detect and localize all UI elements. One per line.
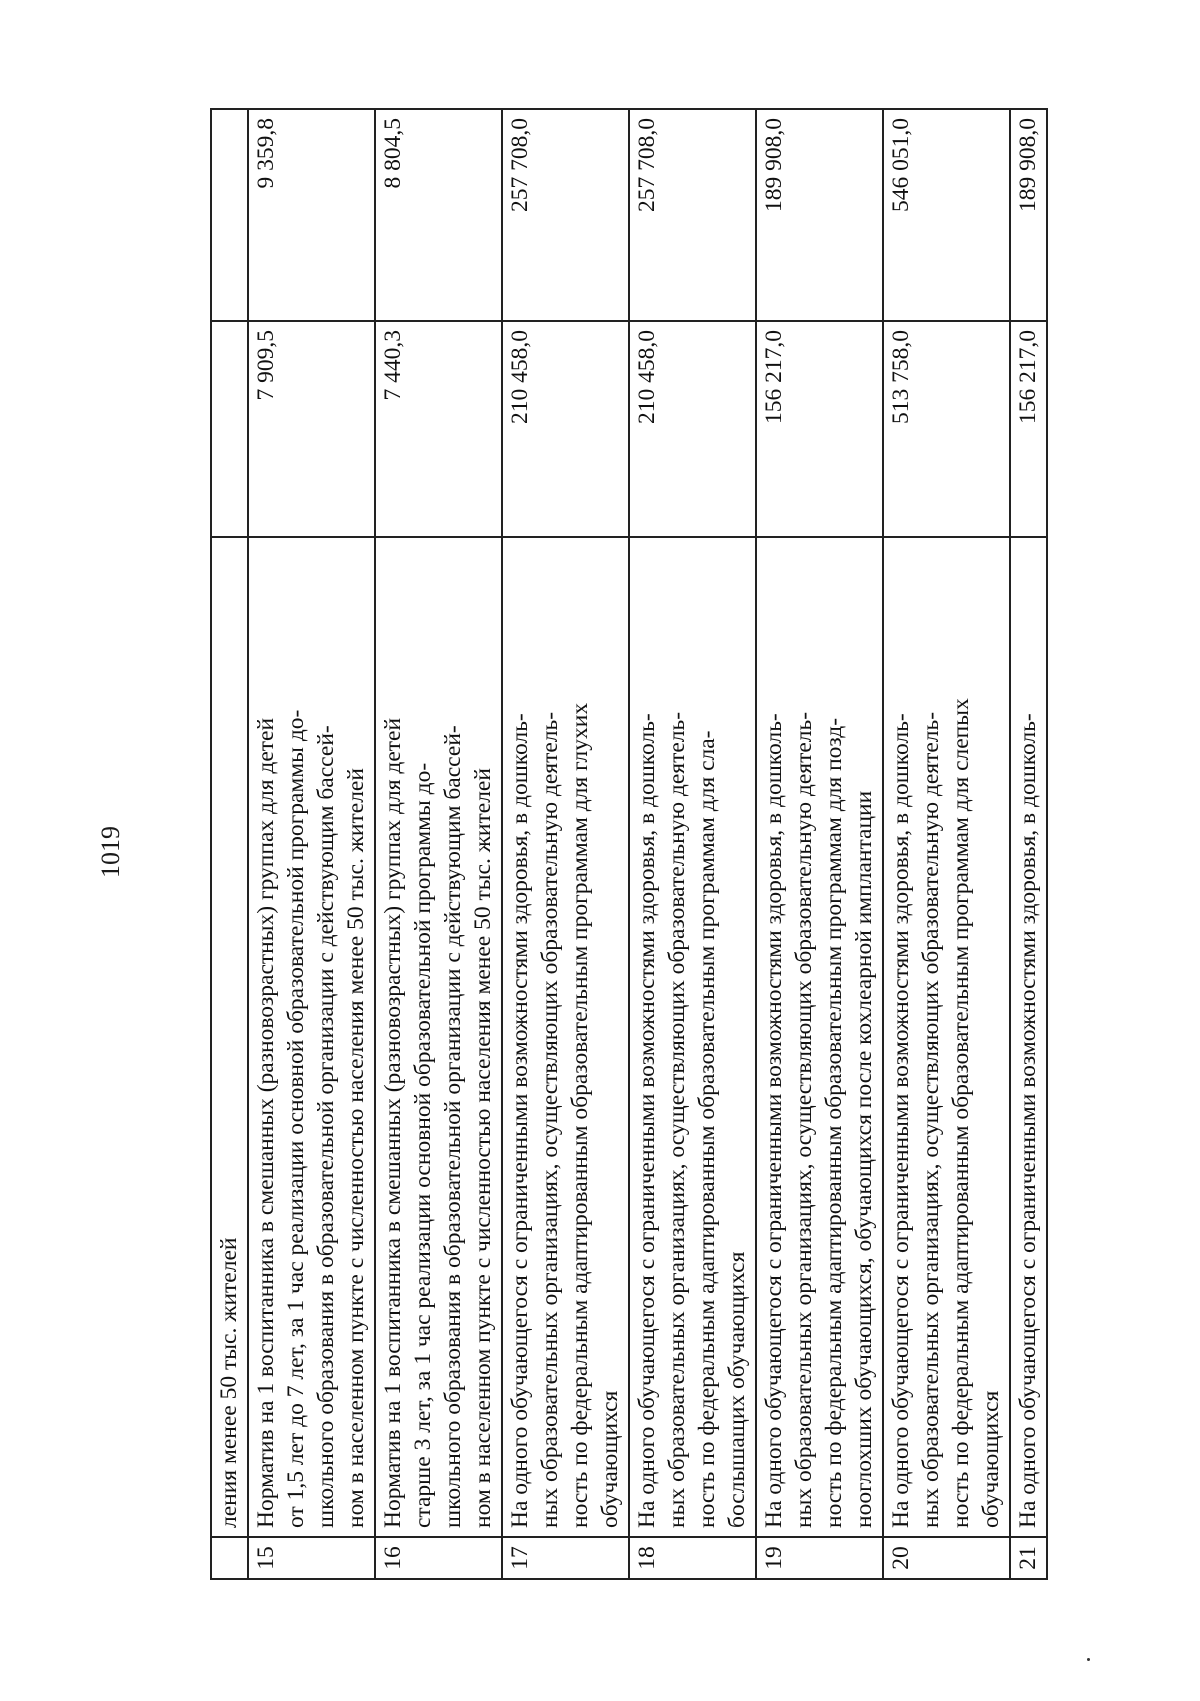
description-line: На одного обучающегося с ограниченными возможностями здоровья, в дошколь- xyxy=(1015,713,1041,1528)
row-description-cell xyxy=(756,537,883,1537)
row-number-cell: 15 xyxy=(248,1537,375,1579)
row-description-cell xyxy=(883,537,1010,1537)
row-value-2-cell: 8 804,5 xyxy=(375,109,502,321)
rotated-page-content xyxy=(210,110,1095,1580)
description-line: ных образовательных организациях, осуществляющих образовательную деятель- xyxy=(791,711,817,1528)
description-line: бослышащих обучающихся xyxy=(724,1251,750,1528)
row-value-1-cell: 156 217,0 xyxy=(756,321,883,537)
description-line: нооглохших обучающихся, обучающихся после кохлеарной имплантации xyxy=(851,790,877,1528)
row-description-cell xyxy=(248,537,375,1537)
description-line: старше 3 лет, за 1 час реализации основной образовательной программы до- xyxy=(410,762,436,1528)
description-line: На одного обучающегося с ограниченными возможностями здоровья, в дошколь- xyxy=(634,713,660,1528)
description-line: На одного обучающегося с ограниченными возможностями здоровья, в дошколь- xyxy=(888,713,914,1528)
row-description-cell xyxy=(375,537,502,1537)
row-number-cell: 20 xyxy=(883,1537,1010,1579)
row-number-cell: 17 xyxy=(502,1537,629,1579)
table-row xyxy=(629,109,756,1579)
row-value-1-cell: 210 458,0 xyxy=(502,321,629,537)
row-value-1-cell: 7 440,3 xyxy=(375,321,502,537)
row-value-2-cell xyxy=(211,109,248,321)
row-description-cell: ления менее 50 тыс. жителей xyxy=(211,537,248,1537)
row-number-cell xyxy=(211,1537,248,1579)
row-description-cell xyxy=(1010,537,1047,1537)
row-value-2-cell: 9 359,8 xyxy=(248,109,375,321)
table-row xyxy=(502,109,629,1579)
row-value-1-cell: 156 217,0 xyxy=(1010,321,1047,537)
row-description-cell xyxy=(502,537,629,1537)
description-line: ных образовательных организациях, осуществляющих образовательную деятель- xyxy=(664,711,690,1528)
description-line: ном в населенном пункте с численностью населения менее 50 тыс. жителей xyxy=(343,768,369,1528)
description-line: ном в населенном пункте с численностью населения менее 50 тыс. жителей xyxy=(470,768,496,1528)
description-line: школьного образования в образовательной организации с действующим бассей- xyxy=(440,725,466,1528)
row-value-2-cell: 189 908,0 xyxy=(1010,109,1047,321)
description-line: ных образовательных организациях, осуществляющих образовательную деятель- xyxy=(537,711,563,1528)
description-line: обучающихся xyxy=(978,1390,1004,1528)
table-row-continuation xyxy=(211,109,248,1579)
description-line: ность по федеральным адаптированным образовательным программам для глухих xyxy=(567,702,593,1528)
row-value-2-cell: 546 051,0 xyxy=(883,109,1010,321)
description-line: ных образовательных организациях, осуществляющих образовательную деятель- xyxy=(918,711,944,1528)
row-number-cell: 21 xyxy=(1010,1537,1047,1579)
row-description-cell xyxy=(629,537,756,1537)
row-value-2-cell: 257 708,0 xyxy=(502,109,629,321)
description-line: Норматив на 1 воспитанника в смешанных (разновозрастных) группах для детей xyxy=(380,717,406,1528)
description-line: школьного образования в образовательной организации с действующим бассей- xyxy=(313,725,339,1528)
table-row xyxy=(756,109,883,1579)
description-line: от 1,5 лет до 7 лет, за 1 час реализации основной образовательной программы до- xyxy=(283,709,309,1528)
description-line: ность по федеральным адаптированным образовательным программам для позд- xyxy=(821,717,847,1528)
normative-table xyxy=(210,108,1048,1580)
description-line: Норматив на 1 воспитанника в смешанных (разновозрастных) группах для детей xyxy=(253,717,279,1528)
row-value-1-cell xyxy=(211,321,248,537)
table-row xyxy=(883,109,1010,1579)
description-line: обучающихся xyxy=(597,1390,623,1528)
scan-speck xyxy=(1087,1658,1090,1661)
row-number-cell: 16 xyxy=(375,1537,502,1579)
table-row xyxy=(248,109,375,1579)
description-line: ность по федеральным адаптированным образовательным программам для сла- xyxy=(694,730,720,1528)
row-number-cell: 19 xyxy=(756,1537,883,1579)
table-row xyxy=(1010,109,1047,1579)
description-line: ность по федеральным адаптированным образовательным программам для слепых xyxy=(948,698,974,1528)
description-line: На одного обучающегося с ограниченными возможностями здоровья, в дошколь- xyxy=(761,713,787,1528)
table-row xyxy=(375,109,502,1579)
row-value-2-cell: 189 908,0 xyxy=(756,109,883,321)
row-value-2-cell: 257 708,0 xyxy=(629,109,756,321)
row-value-1-cell: 210 458,0 xyxy=(629,321,756,537)
row-number-cell: 18 xyxy=(629,1537,756,1579)
row-value-1-cell: 7 909,5 xyxy=(248,321,375,537)
page-number: 1019 xyxy=(96,826,125,878)
description-line: На одного обучающегося с ограниченными возможностями здоровья, в дошколь- xyxy=(507,713,533,1528)
table-body xyxy=(211,109,1047,1579)
row-value-1-cell: 513 758,0 xyxy=(883,321,1010,537)
